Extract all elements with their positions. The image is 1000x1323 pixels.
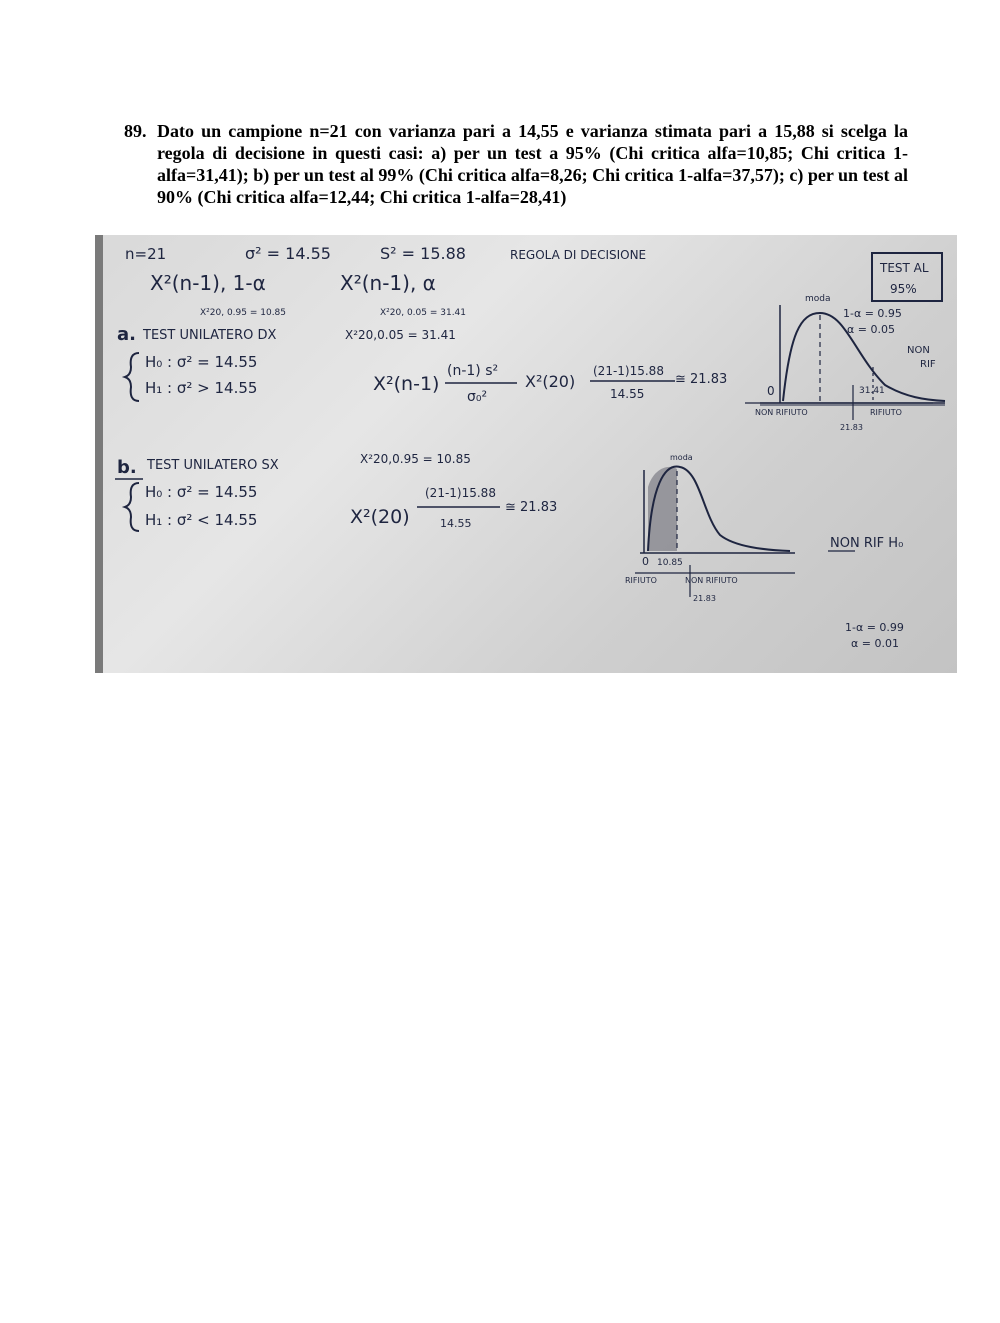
brace-b (125, 483, 139, 531)
handwritten-solution-photo (95, 235, 957, 673)
part-b-label: b. (117, 457, 137, 478)
chart-a-val: 21.83 (840, 423, 863, 432)
chi-square-chart-a (745, 305, 945, 420)
hdr-chi-right-val: X²20, 0.05 = 31.41 (380, 308, 467, 318)
part-a-result: ≅ 21.83 (675, 372, 728, 387)
part-a-calc-den: 14.55 (610, 387, 645, 401)
part-a-den: σ₀² (467, 389, 488, 405)
chart-a-crit: 31.41 (859, 386, 885, 396)
part-b-decision: NON RIF H₀ (830, 536, 904, 551)
chart-a-dec2: RIF (920, 359, 936, 370)
hdr-chi-left-val: X²20, 0.95 = 10.85 (200, 308, 287, 318)
hdr-chi-left: X²(n-1), 1-α (150, 271, 266, 295)
part-a-mid: X²(20) (525, 372, 576, 391)
part-a-num: (n-1) s² (447, 363, 499, 379)
part-b-result: ≅ 21.83 (505, 500, 558, 515)
chart-a-zero: 0 (767, 384, 775, 398)
part-a-title: TEST UNILATERO DX (143, 328, 277, 343)
hdr-n: n=21 (125, 245, 167, 263)
handwritten-notes (95, 235, 957, 673)
part-a-lhs: X²(n-1) (373, 373, 440, 395)
question-block (124, 120, 908, 208)
part-b-alpha: α = 0.01 (851, 637, 899, 650)
part-a-calc-num: (21-1)15.88 (593, 364, 664, 378)
brace-a (125, 353, 139, 401)
hdr-s2: S² = 15.88 (380, 244, 466, 263)
chart-b-rif: RIFIUTO (625, 576, 657, 585)
chart-a-rif: RIFIUTO (870, 408, 902, 417)
part-b-chi: X²20,0.95 = 10.85 (360, 452, 471, 466)
chart-a-nonrif: NON RIFIUTO (755, 408, 808, 417)
chart-a-dec1: NON (907, 345, 930, 356)
test-box-line1: TEST AL (880, 261, 929, 275)
part-b-title: TEST UNILATERO SX (147, 458, 279, 473)
hdr-chi-right: X²(n-1), α (340, 271, 436, 295)
chart-a-alpha: α = 0.05 (847, 323, 895, 336)
hdr-rule: REGOLA DI DECISIONE (510, 248, 647, 262)
paper-edge (95, 235, 103, 673)
part-a-chi: X²20,0.05 = 31.41 (345, 328, 456, 342)
part-b-calc-num: (21-1)15.88 (425, 486, 496, 500)
chart-b-moda: moda (670, 453, 693, 462)
chart-a-conf: 1-α = 0.95 (843, 307, 902, 320)
chart-a-moda: moda (805, 294, 831, 304)
question-text: Dato un campione n=21 con varianza pari a 14,55 e varianza stimata pari a 15,88 si scelga la regola di decisione in questi casi: a) per un test a 95% (Chi critica alfa=10,85; Chi critica 1-alfa=31,41); b) per un test al 99% (Chi critica alfa=8,26; Chi critica 1-alfa=37,57); c) per un test al 90% (Chi critica alfa=12,44; Chi critica 1-alfa=28,41) (157, 121, 908, 207)
part-b-conf: 1-α = 0.99 (845, 621, 904, 634)
part-a-label: a. (117, 324, 136, 345)
test-box-line2: 95% (890, 282, 917, 296)
chart-b-crit: 10.85 (657, 558, 683, 568)
part-b-lhs: X²(20) (350, 506, 410, 528)
part-b-h1: H₁ : σ² < 14.55 (145, 511, 258, 529)
chart-b-val: 21.83 (693, 594, 716, 603)
hdr-sigma: σ² = 14.55 (245, 244, 331, 263)
part-b-calc-den: 14.55 (440, 517, 472, 530)
question-number: 89. (124, 121, 147, 141)
part-b-h0: H₀ : σ² = 14.55 (145, 483, 258, 501)
part-a-h1: H₁ : σ² > 14.55 (145, 379, 258, 397)
part-a-h0: H₀ : σ² = 14.55 (145, 353, 258, 371)
chart-b-nonrif: NON RIFIUTO (685, 576, 738, 585)
chart-b-zero: 0 (642, 555, 649, 568)
